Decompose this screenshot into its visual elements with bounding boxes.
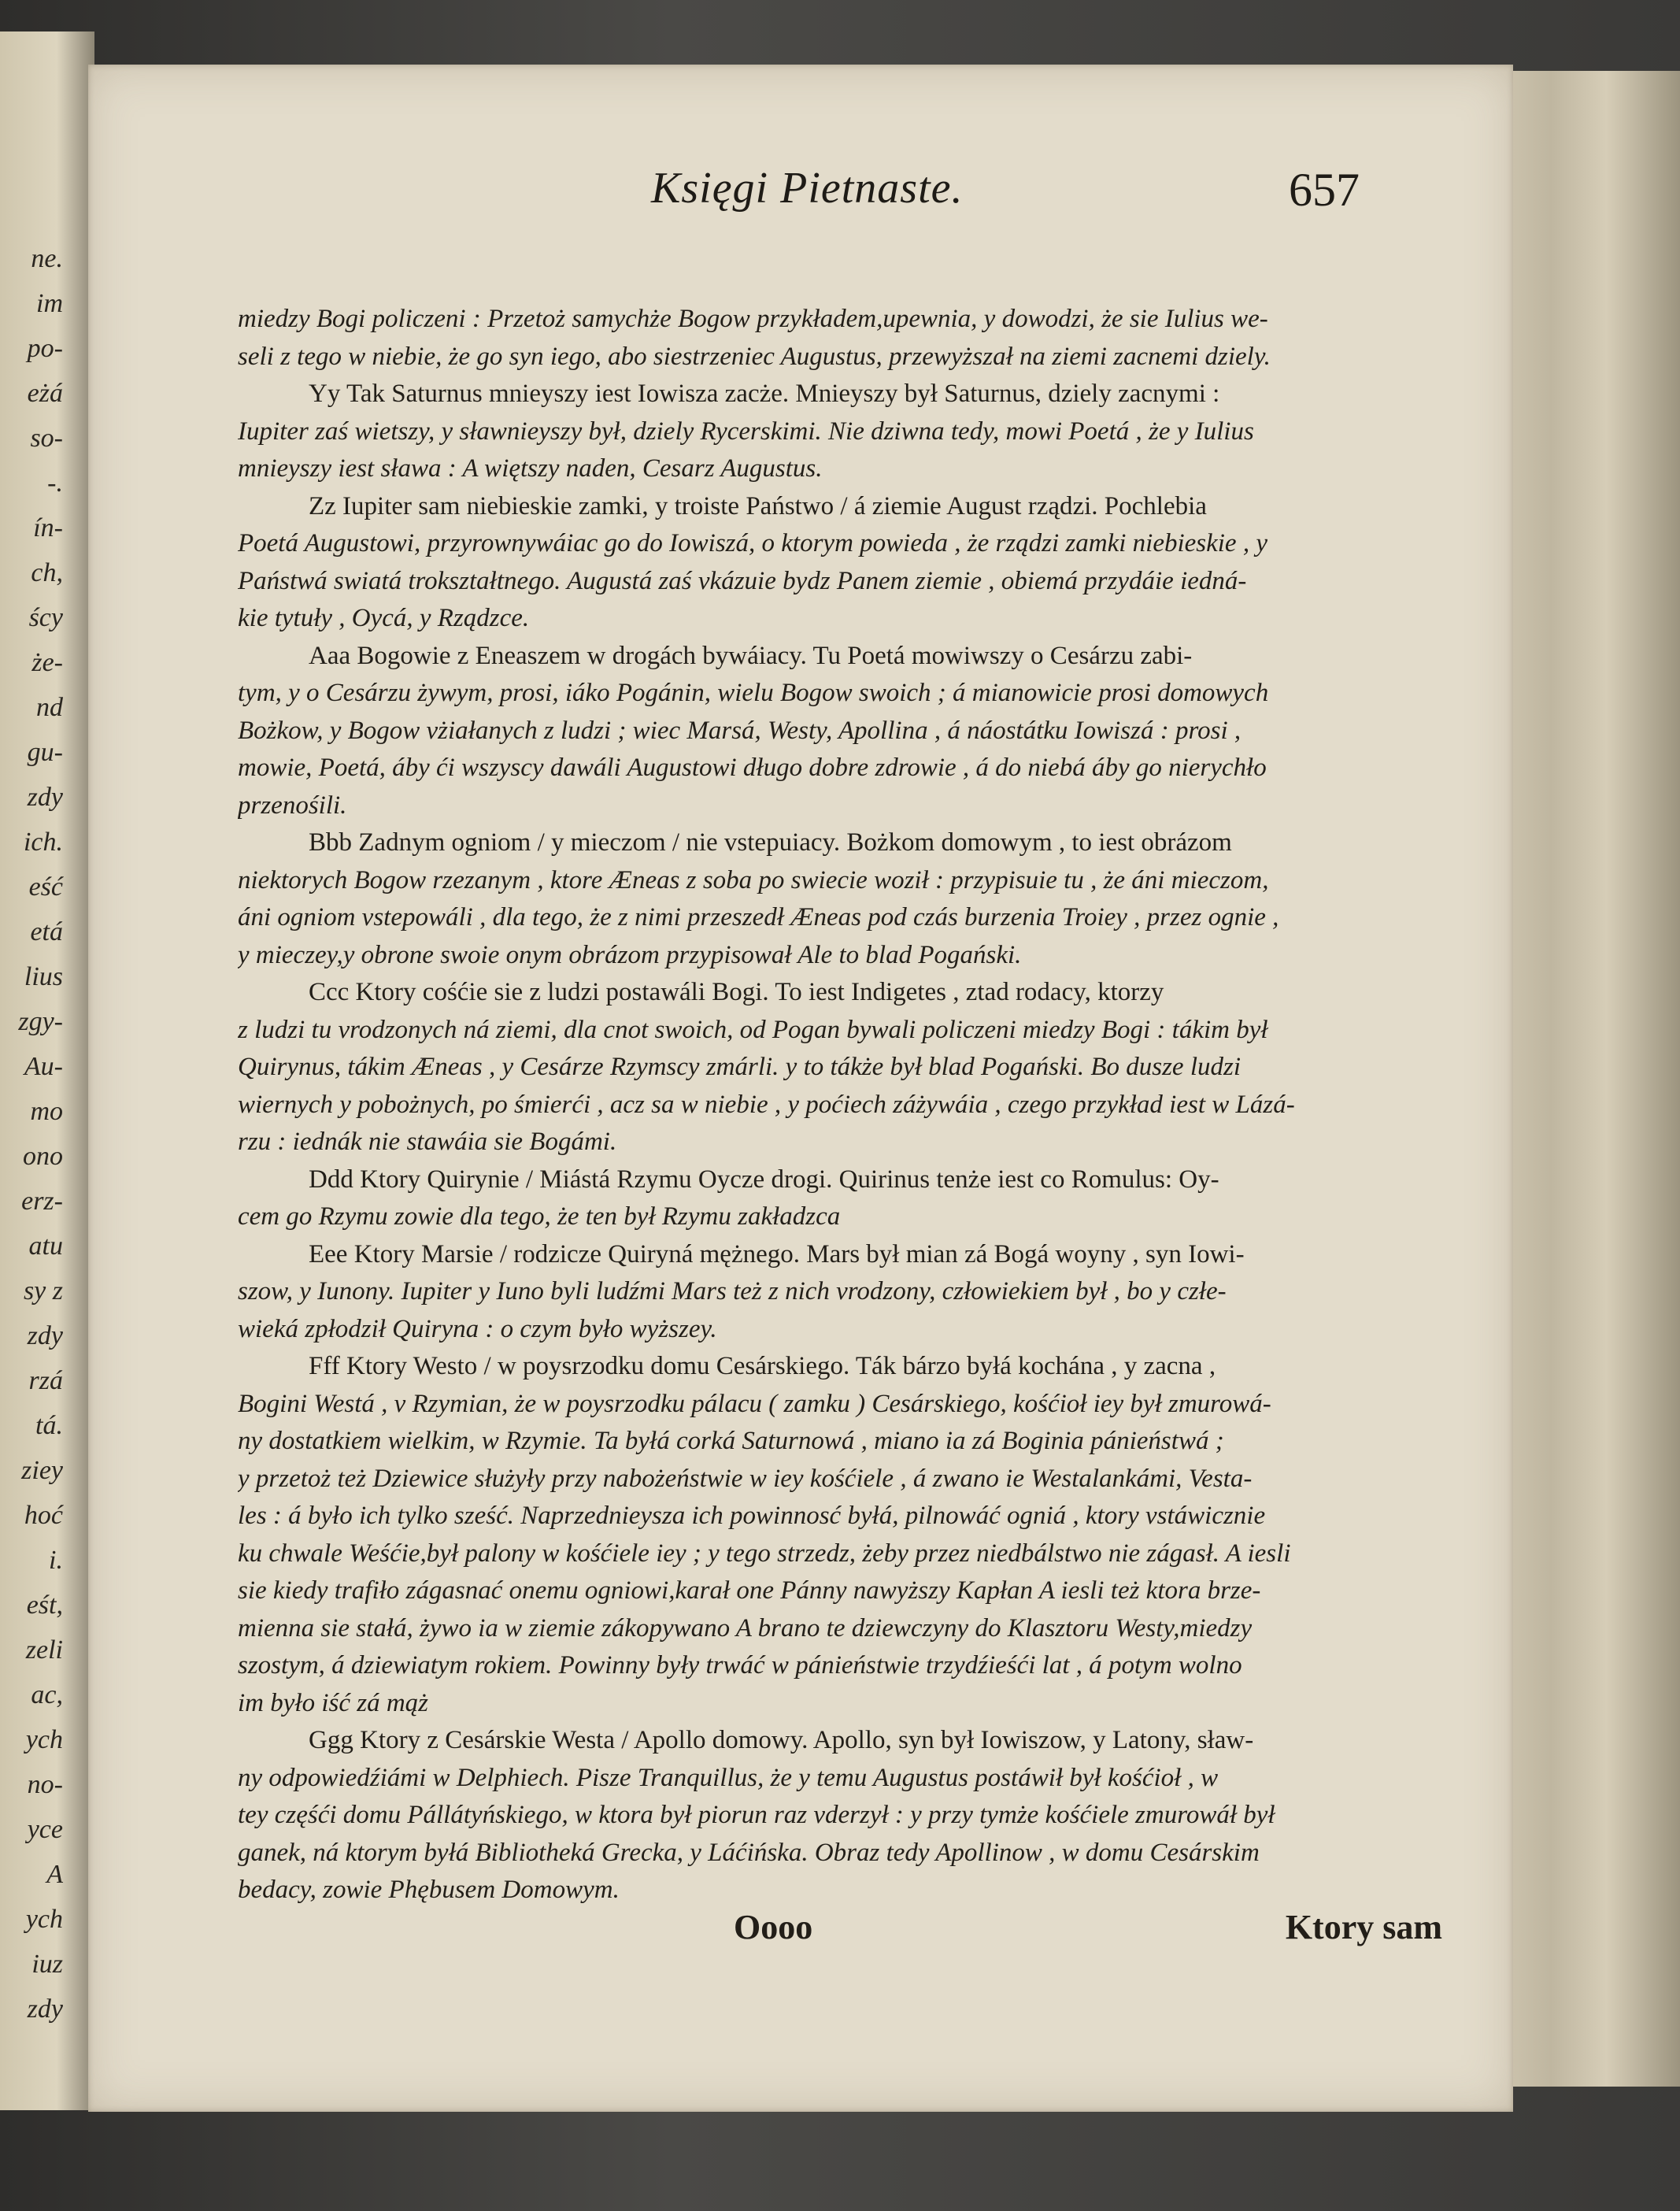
text-line: Zz Iupiter sam niebieskie zamki, y troiste Państwo / á ziemie August rządzi. Pochlebia <box>309 491 1207 520</box>
text-line: Bogini Westá , v Rzymian, że w poysrzodku pálacu ( zamku ) Cesárskiego, kośćioł iey był zmurowá- <box>238 1389 1271 1418</box>
text-line: ganek, ná ktorym byłá Bibliotheká Grecka, y Láćińska. Obraz tedy Apollinow , w domu Cesárskim <box>238 1838 1260 1867</box>
page-footer <box>734 1907 1442 1962</box>
left-page-fragment: mo <box>30 1097 63 1126</box>
left-page-fragment: Au- <box>24 1052 63 1081</box>
left-page-fragment: zdy <box>27 1994 63 2024</box>
text-line: sie kiedy trafiło zágasnać onemu ogniowi,karał one Pánny nawyższy Kapłan A iesli też ktora brze- <box>238 1576 1261 1605</box>
text-line: áni ogniom vstepowáli , dla tego, że z nimi przeszedł Æneas pod czás burzenia Troiey , przez ognie , <box>238 903 1279 931</box>
commentary-text <box>238 301 1434 1909</box>
text-line: wieká zpłodził Quiryna : o czym było wyższey. <box>238 1314 717 1343</box>
text-line: y mieczey,y obrone swoie onym obrázom przypisował Ale to blad Pogański. <box>238 940 1022 969</box>
left-page-fragment: ac, <box>31 1680 63 1709</box>
text-line: ny odpowiedźiámi w Delphiech. Pisze Tranquillus, że y temu Augustus postáwił był kośćioł , w <box>238 1763 1219 1792</box>
text-line: Yy Tak Saturnus mnieyszy iest Iowisza zacże. Mnieyszy był Saturnus, dziely zacnymi : <box>309 380 1220 408</box>
left-page-fragment: tá. <box>35 1411 63 1440</box>
text-line: Aaa Bogowie z Eneaszem w drogách bywáiacy. Tu Poetá mowiwszy o Cesárzu zabi- <box>309 641 1193 670</box>
left-page-fragment: hoć <box>24 1501 63 1530</box>
book-page <box>88 65 1513 2112</box>
left-page-fragment: eść <box>28 872 63 902</box>
left-page-fragment: eśt, <box>26 1591 63 1620</box>
text-line: Iupiter zaś wietszy, y sławnieyszy był, dziely Rycerskimi. Nie dziwna tedy, mowi Poetá , że y Iulius <box>238 417 1254 446</box>
left-page-fragment: zdy <box>27 1321 63 1350</box>
text-line: Bbb Zadnym ogniom / y mieczom / nie vstepuiacy. Bożkom domowym , to iest obrázom <box>309 828 1232 857</box>
left-page-fragment: rzá <box>28 1366 63 1395</box>
text-line: wiernych y pobożnych, po śmierći , acz sa w niebie , y poćiech záżywáia , czego przykład iest w Lázá- <box>238 1090 1295 1119</box>
text-line: seli z tego w niebie, że go syn iego, abo siestrzeniec Augustus, przewyższał na ziemi zacnemi dziely. <box>238 342 1271 371</box>
left-page-fragment: ych <box>25 1725 63 1754</box>
text-line: Ccc Ktory cośćie sie z ludzi postawáli Bogi. To iest Indigetes , ztad rodacy, ktorzy <box>309 978 1164 1006</box>
left-page-fragment: -. <box>47 468 63 498</box>
left-page-fragment: ne. <box>31 244 63 273</box>
left-page-fragment: ich. <box>23 828 63 857</box>
text-line: z ludzi tu vrodzonych ná ziemi, dla cnot swoich, od Pogan bywali policzeni miedzy Bogi : tákim był <box>238 1015 1268 1044</box>
left-page-fragment: ziey <box>21 1456 63 1485</box>
left-page-fragment: po- <box>27 334 63 363</box>
text-line: ny dostatkiem wielkim, w Rzymie. Ta byłá corká Saturnowá , miano ia zá Boginia pánieństwá ; <box>238 1427 1224 1455</box>
left-page-fragment: ch, <box>31 558 63 587</box>
text-line: Ggg Ktory z Cesárskie Westa / Apollo domowy. Apollo, syn był Iowiszow, y Latony, sław- <box>309 1726 1254 1754</box>
text-line: kie tytuły , Oycá, y Rządzce. <box>238 604 530 632</box>
left-page-fragment: erz- <box>21 1187 63 1216</box>
left-page-fragment: nd <box>36 693 63 722</box>
left-page-fragment: zeli <box>25 1635 63 1665</box>
page-number: 657 <box>1289 164 1360 216</box>
left-page-fragment: zdy <box>27 783 63 812</box>
text-line: y przetoż też Dziewice służyły przy nabożeństwie w iey kośćiele , á zwano ie Westalankámi, Vesta- <box>238 1464 1253 1493</box>
left-page-fragment: yce <box>27 1815 63 1844</box>
text-line: szostym, á dziewiatym rokiem. Powinny były trwáć w pánieństwie trzydźieśći lat , á potym wolno <box>238 1651 1242 1680</box>
left-page-fragment: ín- <box>33 513 63 543</box>
text-line: rzu : iednák nie stawáia sie Bogámi. <box>238 1128 617 1156</box>
left-page-fragment: ono <box>23 1142 63 1171</box>
left-page-fragment: że- <box>31 648 63 677</box>
text-line: mienna sie stałá, żywo ia w ziemie zákopywano A brano te dziewczyny do Klasztoru Westy,miedzy <box>238 1613 1253 1643</box>
left-page-fragment: no- <box>27 1770 63 1799</box>
text-line: ku chwale Weśćie,był palony w kośćiele iey ; y tego strzedz, żeby przez niedbálstwo nie zágasł. A iesli <box>238 1539 1291 1568</box>
text-line: niektorych Bogow rzezanym , ktore Æneas z soba po swiecie woził : przypisuie tu , że áni mieczom, <box>238 865 1269 894</box>
text-line: Bożkow, y Bogow vżiałanych z ludzi ; wiec Marsá, Westy, Apollina , á náostátku Iowiszá : prosi , <box>238 716 1241 745</box>
text-line: Państwá swiatá trokształtnego. Augustá zaś vkázuie bydz Panem ziemie , obiemá przydáie iedná- <box>238 566 1247 595</box>
text-line: Quirynus, tákim Æneas , y Cesárze Rzymscy zmárli. y to tákże był blad Pogański. Bo dusze ludzi <box>238 1053 1241 1081</box>
left-page-fragment: zgy- <box>18 1007 63 1036</box>
text-line: miedzy Bogi policzeni : Przetoż samychże Bogow przykładem,upewnia, y dowodzi, że sie Iulius we- <box>238 305 1268 333</box>
text-line: tym, y o Cesárzu żywym, prosi, iáko Pogánin, wielu Bogow swoich ; á mianowicie prosi domowych <box>238 679 1269 707</box>
page-header <box>561 163 1537 234</box>
page-stack-edge <box>1496 71 1680 2087</box>
text-line: bedacy, zowie Phębusem Domowym. <box>238 1876 620 1904</box>
text-line: Eee Ktory Marsie / rodzicze Quiryná mężnego. Mars był mian zá Bogá woyny , syn Iowi- <box>309 1239 1245 1268</box>
left-page-fragment: etá <box>30 917 63 946</box>
left-page-fragment: eżá <box>27 379 63 408</box>
left-page-fragment: i. <box>49 1546 63 1575</box>
running-head: Księgi Pietnaste. <box>651 164 964 213</box>
left-page-edge <box>0 31 94 2110</box>
left-page-fragment: ścy <box>28 603 63 632</box>
left-page-fragment: so- <box>30 424 63 453</box>
catchword: Ktory sam <box>1285 1908 1442 1946</box>
left-page-fragment: iuz <box>31 1950 63 1979</box>
text-line: przenośili. <box>238 791 347 820</box>
left-page-fragment: atu <box>28 1231 63 1261</box>
text-line: mnieyszy iest sława : A więtszy naden, Cesarz Augustus. <box>238 454 823 483</box>
left-page-fragment: im <box>36 289 63 318</box>
text-line: Poetá Augustowi, przyrownywáiac go do Iowiszá, o ktorym powieda , że rządzi zamki niebieskie , y <box>238 529 1267 557</box>
text-line: tey częśći domu Pállátyńskiego, w ktora był piorun raz vderzył : y przy tymże kośćiele zmurowáł był <box>238 1801 1275 1829</box>
left-page-fragment: A <box>46 1860 63 1889</box>
text-line: im było iść zá mąż <box>238 1688 428 1717</box>
left-page-fragment: lius <box>24 962 63 991</box>
text-line: Ddd Ktory Quirynie / Miástá Rzymu Oycze drogi. Quirinus tenże iest co Romulus: Oy- <box>309 1165 1219 1194</box>
left-page-fragment: ych <box>25 1905 63 1934</box>
left-page-fragment: sy z <box>23 1276 63 1305</box>
text-line: les : á było ich tylko sześć. Naprzednieysza ich powinnosć byłá, pilnowáć ogniá , ktory vstáwicznie <box>238 1502 1266 1530</box>
text-line: Fff Ktory Westo / w poysrzodku domu Cesárskiego. Ták bárzo byłá kochána , y zacna , <box>309 1352 1216 1380</box>
text-line: cem go Rzymu zowie dla tego, że ten był Rzymu zakładzca <box>238 1202 841 1231</box>
signature-mark: Oooo <box>734 1908 813 1946</box>
text-line: mowie, Poetá, áby ći wszyscy dawáli Augustowi długo dobre zdrowie , á do niebá áby go nierychło <box>238 754 1267 782</box>
text-line: szow, y Iunony. Iupiter y Iuno byli ludźmi Mars też z nich vrodzony, człowiekiem był , bo y człe- <box>238 1277 1227 1305</box>
left-page-fragment: gu- <box>27 738 63 767</box>
